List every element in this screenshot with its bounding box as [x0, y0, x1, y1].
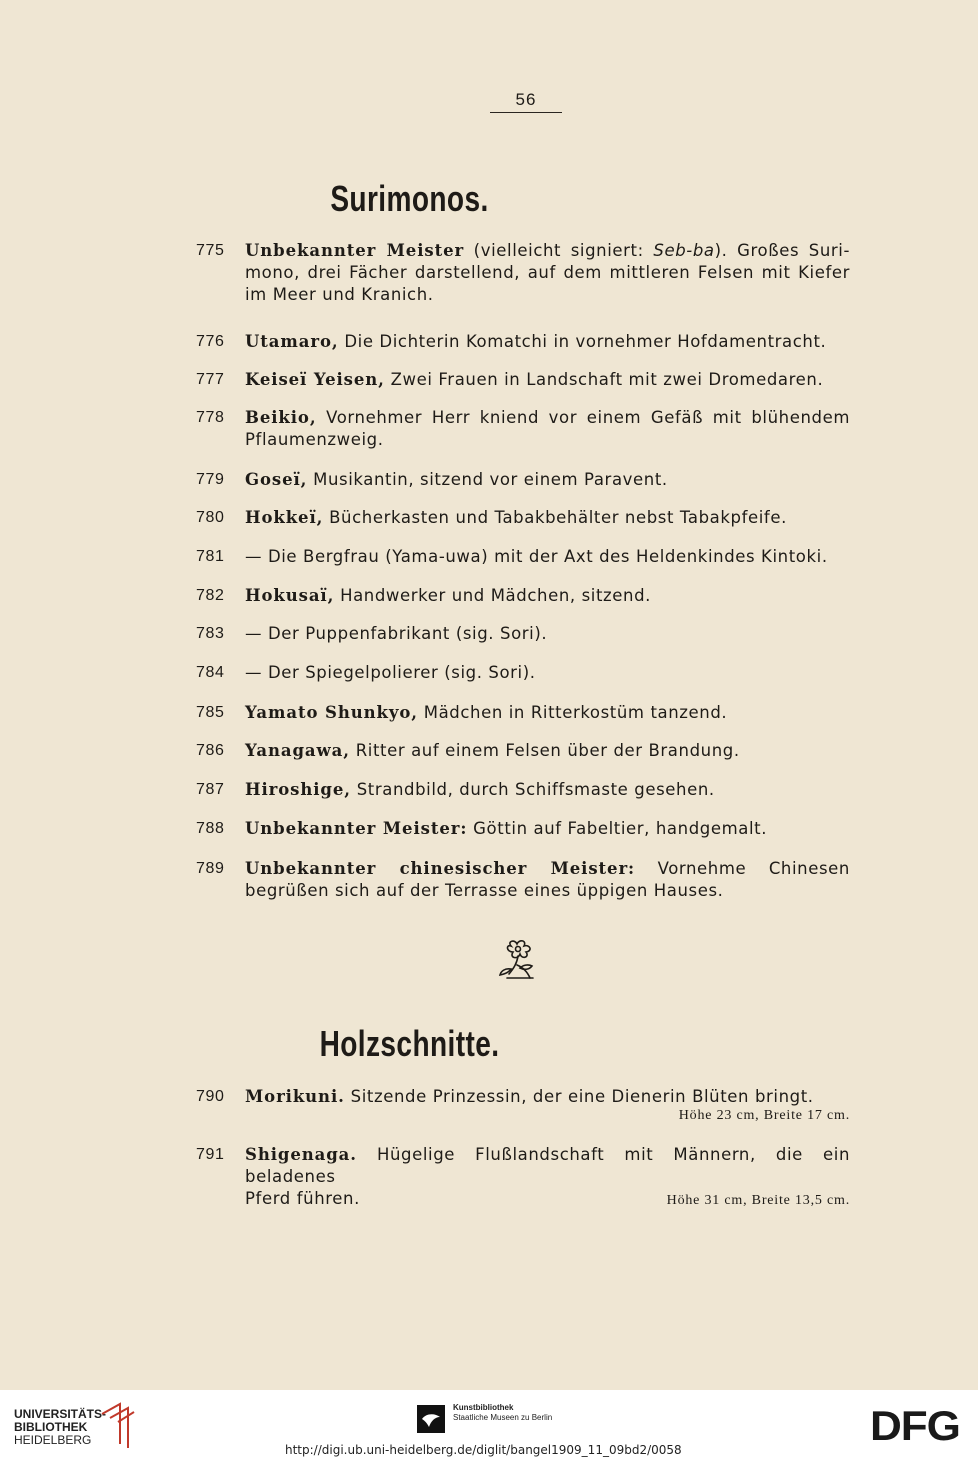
entry-number: 784	[196, 664, 225, 681]
entry-number: 788	[196, 820, 225, 837]
catalog-entry	[196, 1144, 850, 1212]
dimensions: Höhe 23 cm, Breite 17 cm.	[678, 1108, 850, 1123]
entry-text: Vornehmer Herr kniend vor einem Gefäß mit blühendem Pflaumenzweig.	[245, 408, 850, 449]
entry-number: 791	[196, 1146, 225, 1163]
entry-number: 780	[196, 509, 225, 526]
entry-text: Musikantin, sitzend vor einem Paravent.	[307, 470, 668, 489]
university-library-label	[14, 1408, 106, 1447]
artist-name: Beikio,	[245, 408, 317, 427]
entry-text: Vornehme Chinesen begrüßen sich auf der Terrasse eines üppigen Hauses.	[245, 859, 850, 900]
entry-number: 778	[196, 409, 225, 426]
catalog-entry	[196, 240, 850, 306]
entry-text: Handwerker und Mädchen, sitzend.	[334, 586, 652, 605]
catalog-entry	[196, 662, 850, 684]
entry-number: 790	[196, 1088, 225, 1105]
section-title-holzschnitte: Holzschnitte.	[319, 1023, 500, 1064]
flower-ornament-icon	[497, 938, 543, 980]
entry-text: Zwei Frauen in Landschaft mit zwei Dromedaren.	[384, 370, 824, 389]
catalog-entry	[196, 623, 850, 645]
artist-name: Shigenaga.	[245, 1145, 357, 1164]
entry-text: ). Großes Suri-mono, drei Fächer darstellend, auf dem mittleren Felsen mit Kiefer im Meer und Kranich.	[245, 241, 850, 304]
artist-name: Goseï,	[245, 470, 308, 489]
entry-text: — Die Bergfrau (Yama-uwa) mit der Axt des Heldenkindes Kintoki.	[245, 547, 828, 566]
entry-text: — Der Spiegelpolierer (sig. Sori).	[245, 663, 536, 682]
artist-name: Hokkeï,	[245, 508, 324, 527]
catalog-entry	[196, 507, 850, 529]
kb-line: Kunstbibliothek	[453, 1403, 514, 1412]
catalog-entry	[196, 1086, 850, 1125]
artist-name: Utamaro,	[245, 332, 339, 351]
catalog-entry	[196, 331, 850, 353]
entry-number: 789	[196, 860, 225, 877]
entry-text: — Der Puppenfabrikant (sig. Sori).	[245, 624, 548, 643]
digitization-footer	[0, 1390, 978, 1461]
university-logo-icon	[98, 1400, 138, 1452]
kunstbibliothek-label	[453, 1403, 552, 1423]
source-url-link[interactable]: http://digi.ub.uni-heidelberg.de/diglit/bangel1909_11_09bd2/0058	[285, 1443, 682, 1457]
artist-name: Unbekannter Meister:	[245, 819, 468, 838]
catalog-entry	[196, 779, 850, 801]
section-title-surimonos: Surimonos.	[330, 178, 489, 219]
signature-text: Seb-ba	[653, 241, 715, 260]
page-number: 56	[490, 90, 562, 113]
artist-name: Morikuni.	[245, 1087, 345, 1106]
artist-name: Unbekannter chinesischer Meister:	[245, 859, 636, 878]
artist-name: Keiseï Yeisen,	[245, 370, 385, 389]
dfg-logo: DFG	[870, 1402, 960, 1449]
entry-text: Sitzende Prinzessin, der eine Dienerin Blüten bringt.	[344, 1087, 814, 1106]
entry-text: Hügelige Flußlandschaft mit Männern, die ein beladenes	[245, 1145, 850, 1186]
entry-number: 776	[196, 333, 225, 350]
artist-name: Yanagawa,	[245, 741, 350, 760]
uni-line: BIBLIOTHEK	[14, 1420, 88, 1434]
entry-text: Göttin auf Fabeltier, handgemalt.	[467, 819, 768, 838]
catalog-entry	[196, 740, 850, 762]
catalog-entry	[196, 407, 850, 451]
uni-line: HEIDELBERG	[14, 1433, 92, 1447]
entry-text: (vielleicht signiert:	[464, 241, 654, 260]
artist-name: Hiroshige,	[245, 780, 351, 799]
entry-text: Pferd führen.	[245, 1189, 360, 1208]
entry-number: 775	[196, 242, 225, 259]
entry-text: Mädchen in Ritterkostüm tanzend.	[417, 703, 728, 722]
artist-name: Yamato Shunkyo,	[245, 703, 418, 722]
entry-text: Bücherkasten und Tabakbehälter nebst Tabakpfeife.	[323, 508, 787, 527]
uni-line: UNIVERSITÄTS-	[14, 1407, 107, 1421]
entry-number: 779	[196, 471, 225, 488]
entry-number: 777	[196, 371, 225, 388]
kunstbibliothek-logo-icon	[417, 1405, 445, 1433]
entry-text: Strandbild, durch Schiffsmaste gesehen.	[350, 780, 715, 799]
catalog-entry	[196, 369, 850, 391]
catalog-entry	[196, 585, 850, 607]
kb-line: Staatliche Museen zu Berlin	[453, 1413, 553, 1422]
dimensions: Höhe 31 cm, Breite 13,5 cm.	[666, 1193, 850, 1208]
artist-name: Unbekannter Meister	[245, 241, 465, 260]
entry-number: 783	[196, 625, 225, 642]
catalog-entry	[196, 702, 850, 724]
entry-number: 785	[196, 704, 225, 721]
entry-number: 787	[196, 781, 225, 798]
catalog-entry	[196, 546, 850, 568]
catalog-entry	[196, 858, 850, 902]
entry-number: 782	[196, 587, 225, 604]
entry-text: Die Dichterin Komatchi in vornehmer Hofdamentracht.	[338, 332, 827, 351]
catalog-entry	[196, 469, 850, 491]
catalog-entry	[196, 818, 850, 840]
entry-text: Ritter auf einem Felsen über der Brandung.	[349, 741, 740, 760]
entry-number: 786	[196, 742, 225, 759]
entry-number: 781	[196, 548, 225, 565]
artist-name: Hokusaï,	[245, 586, 335, 605]
